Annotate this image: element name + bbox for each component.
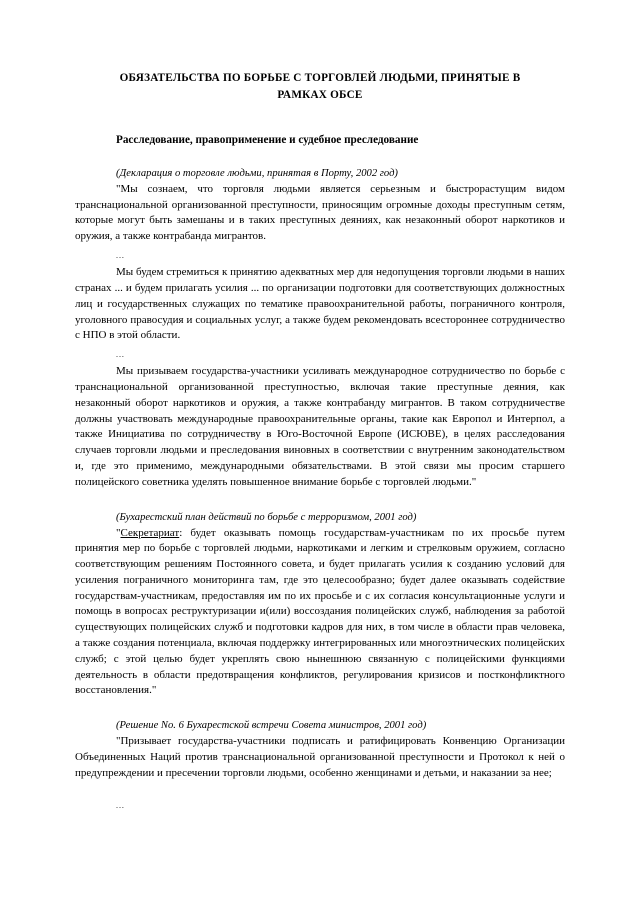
spacer xyxy=(75,699,565,718)
section-heading-investigation: Расследование, правоприменение и судебное преследование xyxy=(116,134,419,147)
spacer xyxy=(75,782,565,795)
source-citation-porto-declaration: (Декларация о торговле людьми, принятая в Порту, 2002 год) xyxy=(116,167,398,179)
source-citation-bucharest-plan: (Бухарестский план действий по борьбе с терроризмом, 2001 год) xyxy=(116,511,417,523)
document-content xyxy=(75,70,565,815)
paragraph-porto-2: Мы будем стремиться к принятию адекватных мер для недопущения торговли людьми в наших странах ... и будем прилагать усилия ... по организации подготовки для соответствующих должностных лиц и государственных служащих по тематике правоохранительной работы, пограничного контроля, уголовного правосудия и социальных услуг, а также будем рекомендовать всестороннее сотрудничество с НПО в этой области. xyxy=(75,266,565,342)
paragraph-bucharest-secretariat xyxy=(75,526,565,700)
source-citation-ministerial-decision: (Решение No. 6 Бухарестской встречи Совета министров, 2001 год) xyxy=(116,720,427,732)
paragraph-bucharest-body: : будет оказывать помощь государствам-участникам по их просьбе путем принятия мер по борьбе с торговлей людьми, наркотиками и легким и стрелковым оружием, согласно соответствующим решениям Постоянного совета, и будет прилагать усилия к созданию условий для усиления пограничного мониторинга там, где это целесообразно; будет далее оказывать содействие государствам-участникам, предоставляя им по их просьбе и с их согласия консультационные услуги и помощь в вопросах реструктуризации и(или) воссоздания полицейских служб, наблюдения за работой существующих полицейских служб и подготовки кадров для них, в том числе в области прав человека, а также создания потенциала, включая поддержку интегрированных или многоэтнических полицейских служб; с этой целью будет укреплять свою нынешнюю связанную с полицейскими функциями деятельность в области предотвращения конфликтов, регулирования кризисов и постконфликтного восстановления." xyxy=(75,526,565,697)
ellipsis-separator: ... xyxy=(116,350,125,360)
paragraph-decision-1: "Призывает государства-участники подписать и ратифицировать Конвенцию Организации Объединенных Наций против транснациональной организованной преступности и Протокол к ней о предупреждении и пресечении торговли людьми, особенно женщинами и детьми, и наказании за нее; xyxy=(75,735,565,779)
paragraph-porto-1: "Мы сознаем, что торговля людьми является серьезным и быстрорастущим видом транснациональной организованной преступности, приносящим огромные доходы преступным сетям, которые могут быть замешаны и в таких преступных деяниях, как незаконный оборот наркотиков и оружия, а также контрабанда мигрантов. xyxy=(75,182,565,243)
page-title: ОБЯЗАТЕЛЬСТВА ПО БОРЬБЕ С ТОРГОВЛЕЙ ЛЮДЬМИ, ПРИНЯТЫЕ В РАМКАХ ОБСЕ xyxy=(119,72,521,101)
ellipsis-separator: ... xyxy=(116,250,125,260)
secretariat-label: Секретариат xyxy=(120,526,180,539)
ellipsis-separator: ... xyxy=(116,800,125,810)
spacer xyxy=(75,491,565,510)
quote-open-mark: " xyxy=(116,526,121,539)
paragraph-porto-3: Мы призываем государства-участники усиливать международное сотрудничество по борьбе с транснациональной организованной преступностью, включая такие преступные деяния, как незаконный оборот наркотиков и оружия, а также контрабанду мигрантов. В таком сотрудничестве должны участвовать международные правоохранительные органы, такие как Европол и Интерпол, а также Инициатива по сотрудничеству в Юго-Восточной Европе (ИСЮВЕ), в целях расследования случаев торговли людьми и преследования виновных в соответствии с внутренним законодательством и, где это применимо, международными обязательствами. В этой связи мы просим старшего полицейского советника уделять повышенное внимание борьбе с торговлей людьми." xyxy=(75,365,565,488)
